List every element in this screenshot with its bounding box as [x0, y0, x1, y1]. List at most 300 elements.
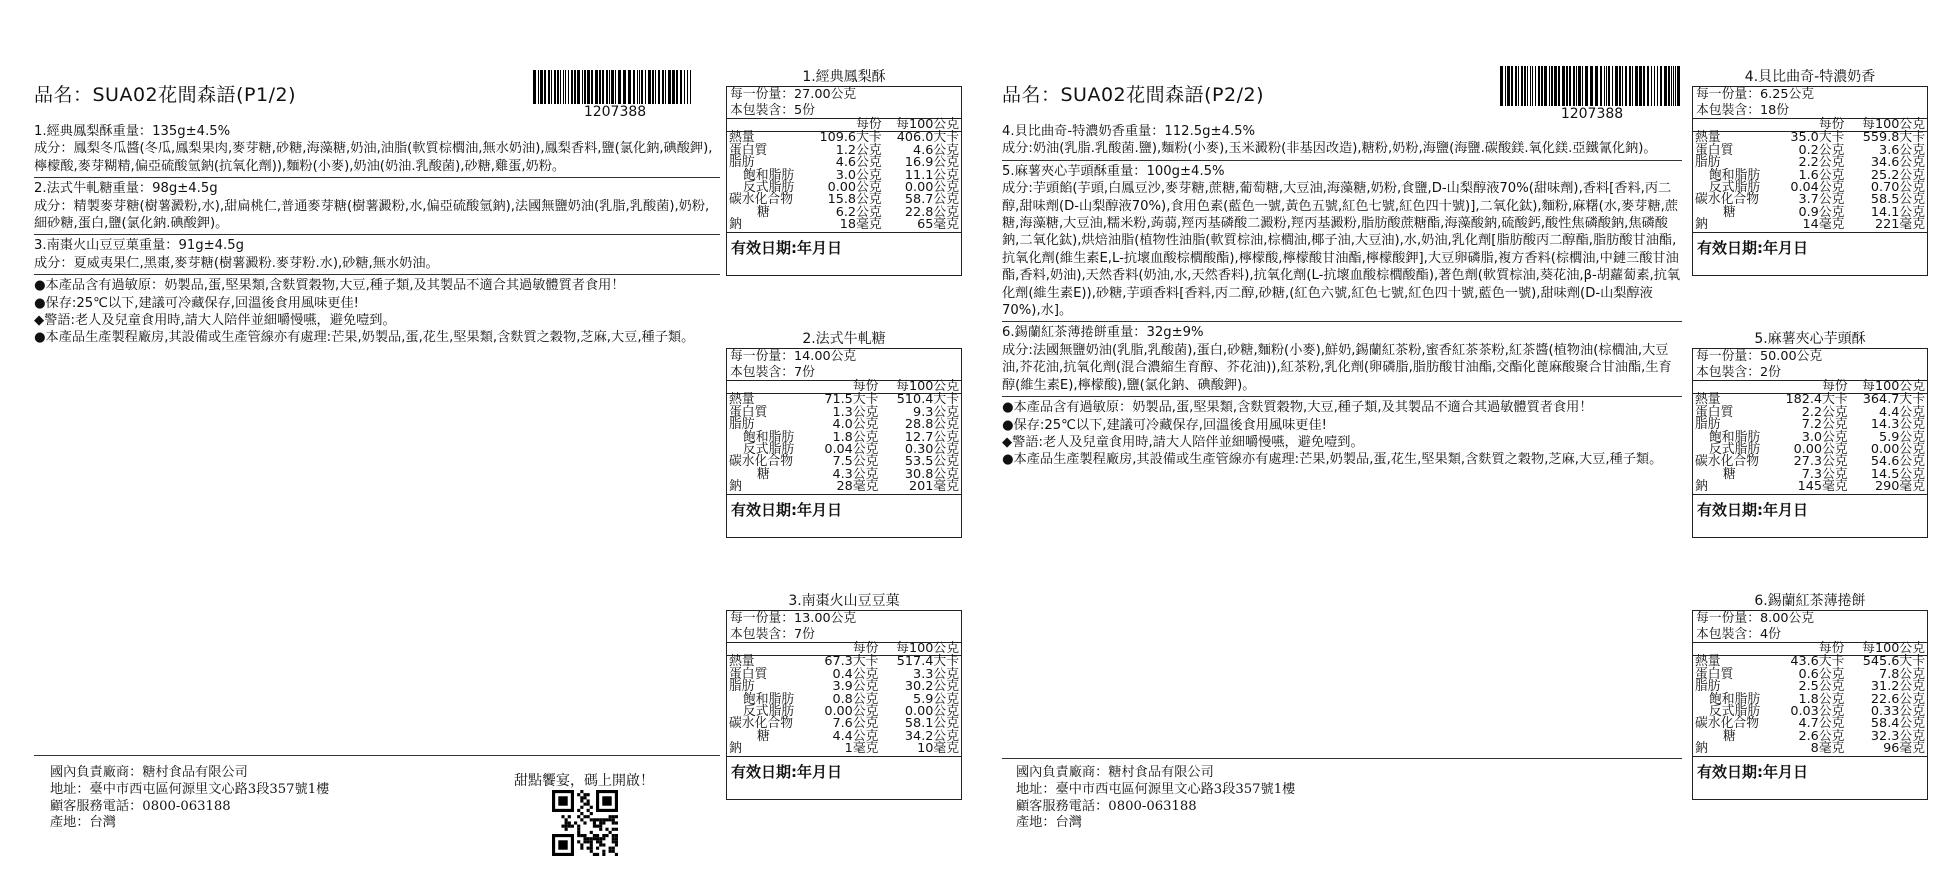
qr-module: [580, 847, 583, 850]
nutrient-name: 鈉: [1695, 479, 1708, 495]
per-serving-header: 每份: [807, 119, 884, 132]
qr-module: [580, 834, 583, 837]
barcode-bar: [595, 70, 598, 104]
expiry-date: 有效日期:年月日: [1693, 756, 1927, 799]
per-serving-header: 每份: [1776, 643, 1846, 656]
per-100g-value: 25.2公克: [1870, 167, 1925, 183]
per-serving-value: 7.5公克: [832, 454, 879, 470]
nutrient-name: 糖: [757, 466, 770, 482]
qr-module: [587, 840, 590, 843]
expiry-date: 有效日期:年月日: [727, 756, 961, 799]
per-serving-value: 1毫克: [844, 741, 879, 757]
nutrient-row: [727, 219, 961, 231]
barcode-bar: [618, 70, 621, 104]
barcode-bar: [557, 70, 559, 104]
barcode-bar: [1566, 66, 1568, 106]
serving-size: 每一份量：14.00公克: [730, 349, 857, 364]
allergen-note: ●本產品含有過敏原：奶製品,蛋,堅果類,含麩質穀物,大豆,種子類,及其製品不適合其過敏體質者食用！: [1002, 400, 1593, 416]
qr-module: [590, 831, 593, 834]
product-heading: 4.貝比曲奇-特濃奶香重量：112.5g±4.5%: [1002, 124, 1256, 139]
address: 地址：臺中市西屯區何源里文心路3段357號1樓: [1016, 781, 1296, 797]
qr-module: [577, 831, 580, 834]
nutrition-label-3: [726, 592, 962, 800]
per-100g-value: 4.4公克: [1879, 404, 1925, 420]
per-serving-value: 4.4公克: [832, 728, 879, 744]
product-ingredients: 成分:芋頭餡(芋頭,白鳳豆沙,麥芽糖,蔗糖,葡萄糖,大豆油,海藻糖,奶粉,食鹽,D-山梨醇液70%(甜味劑),香料[香料,丙二醇,甜味劑(D-山梨醇液70%),食用色素(藍色一號,黃色五號,紅色七號,紅色四十號)],二氧化鈦),麵粉,麻糬(水,麥芽糖,蔗糖,海藻糖,大豆油,糯米粉,蒟蒻,羥丙基磷酸二澱粉,羥丙基澱粉,脂肪酸蔗糖酯,海藻酸鈉,硫酸鈣,酸性焦磷酸鈉,焦磷酸鈉,二氧化鈦),烘焙油脂(植物性油脂(軟質棕油,棕櫚油,椰子油,大豆油),水,奶油,乳化劑[脂肪酸丙二醇酯,脂肪酸甘油酯,抗氧化劑(維生素E,L-抗壞血酸棕櫚酸酯),檸檬酸,檸檬酸甘油酯,檸檬酸鉀],大豆卵磷脂,複方香料(棕櫚油,中鏈三酸甘油酯,香料,奶油),天然香料(奶油,水,天然香料),抗氧化劑(L-抗壞血酸棕櫚酸酯),著色劑(軟質棕油,葵花油,β-胡蘿蔔素,抗氧化劑(維生素E)),砂糖,芋頭香料[香料,丙二醇,砂糖,(紅色六號,紅色七號,紅色四十號,藍色一號),甜味劑(D-山梨醇液70%),水]。: [1002, 181, 1681, 319]
barcode-bar: [1527, 66, 1528, 106]
per-100g-value: 5.9公克: [913, 691, 959, 707]
per-serving-header: 每份: [1773, 381, 1850, 394]
right-footer: [1016, 765, 1295, 832]
qr-module: [561, 825, 564, 828]
nutrient-name: 反式脂肪: [1709, 704, 1761, 720]
qr-module: [599, 837, 602, 840]
qr-module: [596, 834, 599, 837]
product-heading: 2.法式牛軋糖重量：98g±4.5g: [34, 181, 218, 197]
nutrient-name: 熱量: [729, 392, 755, 408]
per-serving-value: 1.6公克: [1798, 167, 1845, 183]
barcode-bar: [1608, 66, 1610, 106]
serving-size: 每一份量：13.00公克: [730, 611, 857, 626]
service-phone: 顧客服務電話：0800-063188: [50, 798, 231, 814]
barcode-bar: [1643, 66, 1645, 106]
nutrient-row: [1693, 219, 1927, 231]
left-footer-divider: [34, 755, 720, 756]
per-100g-value: 364.7大卡: [1862, 392, 1925, 408]
qr-module: [599, 818, 602, 821]
per-serving-value: 67.3大卡: [824, 654, 879, 670]
nutrition-label-6: [1692, 592, 1928, 800]
per-100g-value: 65毫克: [917, 217, 959, 233]
qr-module: [583, 834, 586, 837]
per-serving-value: 18毫克: [839, 217, 882, 233]
qr-module: [577, 815, 580, 818]
qr-module: [590, 847, 593, 850]
nutrition-title: 4.貝比曲奇-特濃奶香: [1744, 69, 1876, 85]
qr-module: [568, 825, 571, 828]
per-serving-value: 2.2公克: [1801, 404, 1848, 420]
qr-module: [565, 821, 568, 824]
barcode-bar: [648, 70, 651, 104]
nutrient-name: 飽和脂肪: [743, 167, 795, 183]
qr-module: [602, 834, 605, 837]
barcode-bar: [571, 70, 573, 104]
barcode-bar: [1629, 66, 1631, 106]
qr-module: [596, 825, 599, 828]
origin: 產地：台灣: [50, 815, 116, 831]
nutrient-name: 碳水化合物: [729, 192, 793, 208]
per-serving-value: 27.3公克: [1793, 454, 1848, 470]
qr-module: [583, 837, 586, 840]
per-100g-value: 290毫克: [1874, 479, 1925, 495]
qr-module: [583, 796, 586, 799]
barcode-bar: [641, 70, 643, 104]
qr-module: [580, 843, 583, 846]
address: 地址：臺中市西屯區何源里文心路3段357號1樓: [50, 781, 330, 797]
qr-module: [609, 831, 612, 834]
nutrition-table: [727, 643, 961, 756]
barcode-bar: [1576, 66, 1577, 106]
barcode-bar: [1582, 66, 1583, 106]
per-100g-value: 0.00公克: [1870, 442, 1925, 458]
qr-module: [605, 834, 608, 837]
per-100g-value: 11.1公克: [904, 167, 959, 183]
qr-module: [605, 828, 608, 831]
per-serving-value: 71.5大卡: [824, 392, 879, 408]
barcode-bar: [1668, 66, 1670, 106]
qr-module: [612, 850, 615, 853]
nutrient-name: 反式脂肪: [743, 180, 795, 196]
barcode-bar: [655, 70, 656, 104]
barcode-bar: [684, 70, 685, 104]
nutrition-table: [1693, 643, 1927, 756]
qr-module: [571, 825, 574, 828]
nutrient-name: 飽和脂肪: [1709, 429, 1761, 445]
barcode-bar: [1549, 66, 1550, 106]
per-100g-value: 517.4大卡: [896, 654, 959, 670]
serving-size: 每一份量：8.00公克: [1696, 611, 1815, 626]
qr-module: [577, 809, 580, 812]
barcode-bar: [1671, 66, 1672, 106]
per-100g-value: 22.8公克: [904, 204, 959, 220]
barcode-bar: [1673, 66, 1674, 106]
product-ingredients: 成分：鳳梨冬瓜醬(冬瓜,鳳梨果肉,麥芽糖,砂糖,海藻糖,奶油,油脂(軟質棕櫚油,無水奶油),鳳梨香料,鹽(氯化鈉,碘酸鉀),檸檬酸,麥芽糊精,偏亞硫酸氫鈉(抗氧化劑)),麵粉(小麥),奶油(奶油.乳酸菌),砂糖,雞蛋,奶粉。: [34, 141, 713, 174]
barcode-bar: [1612, 66, 1613, 106]
qr-module: [587, 837, 590, 840]
servings-per-pack: 本包裝含：4份: [1696, 626, 1781, 642]
nutrition-table: [1693, 119, 1927, 232]
right-notes: [1002, 399, 1682, 469]
service-phone: 顧客服務電話：0800-063188: [1016, 798, 1197, 814]
barcode-bar: [611, 70, 614, 104]
qr-module: [574, 821, 577, 824]
barcode-bar: [1505, 66, 1506, 106]
per-serving-value: 7.6公克: [832, 716, 879, 732]
per-100g-header: 每100公克: [880, 643, 961, 656]
barcode-bar: [551, 70, 552, 104]
qr-module: [593, 825, 596, 828]
per-serving-value: 4.0公克: [832, 417, 879, 433]
per-serving-value: 0.00公克: [827, 180, 882, 196]
qr-module: [587, 803, 590, 806]
nutrient-name: 蛋白質: [1695, 142, 1734, 158]
barcode-bar: [1677, 66, 1680, 106]
nutrition-table: [727, 119, 961, 232]
barcode-bar: [533, 70, 536, 104]
barcode-bar: [565, 70, 566, 104]
per-100g-value: 58.1公克: [904, 716, 959, 732]
qr-module: [612, 847, 615, 850]
qr-module: [605, 818, 608, 821]
qr-module: [590, 812, 593, 815]
qr-module: [612, 834, 615, 837]
nutrient-name: 鈉: [729, 741, 742, 757]
nutrient-name: 糖: [1723, 466, 1736, 482]
nutrient-name: 脂肪: [729, 679, 755, 695]
nutrient-name: 反式脂肪: [743, 704, 795, 720]
qr-module: [615, 837, 618, 840]
product-heading: 6.錫蘭紅茶薄捲餅重量：32g±9%: [1002, 325, 1204, 341]
nutrient-name: 蛋白質: [1695, 404, 1734, 420]
qr-module: [612, 821, 615, 824]
right-barcode-number: 1207388: [1560, 106, 1624, 122]
per-serving-value: 43.6大卡: [1790, 654, 1845, 670]
per-100g-value: 12.7公克: [904, 429, 959, 445]
nutrient-row: [1693, 481, 1927, 493]
per-100g-value: 30.2公克: [904, 679, 959, 695]
barcode-bar: [602, 70, 604, 104]
nutrient-name: 脂肪: [1695, 155, 1721, 171]
barcode-bar: [538, 70, 539, 104]
barcode-bar: [1651, 66, 1652, 106]
barcode-bar: [1615, 66, 1618, 106]
per-100g-header: 每100公克: [1850, 381, 1927, 394]
qr-module: [590, 850, 593, 853]
barcode-bar: [1657, 66, 1658, 106]
nutrient-name: 糖: [1723, 204, 1736, 220]
right-product-list: [1002, 123, 1682, 469]
qr-module: [587, 847, 590, 850]
per-100g-value: 559.8大卡: [1862, 130, 1925, 146]
servings-per-pack: 本包裝含：7份: [730, 626, 815, 642]
per-100g-value: 53.5公克: [904, 454, 959, 470]
left-product-block: [34, 237, 720, 275]
per-serving-value: 7.3公克: [1801, 466, 1848, 482]
barcode-bar: [1551, 66, 1553, 106]
qr-module: [615, 843, 618, 846]
per-100g-value: 201毫克: [908, 479, 959, 495]
per-100g-value: 16.9公克: [904, 155, 959, 171]
per-100g-value: 58.4公克: [1870, 716, 1925, 732]
per-serving-value: 35.0大卡: [1790, 130, 1845, 146]
qr-module: [612, 828, 615, 831]
per-100g-value: 0.00公克: [904, 704, 959, 720]
nutrition-title: 2.法式牛軋糖: [802, 331, 886, 347]
nutrition-label-5: [1692, 330, 1928, 538]
barcode-bar: [1639, 66, 1642, 106]
qr-module: [590, 806, 593, 809]
origin: 產地：台灣: [1016, 815, 1082, 831]
nutrient-name: 糖: [757, 204, 770, 220]
per-100g-value: 34.6公克: [1870, 155, 1925, 171]
per-serving-value: 3.0公克: [835, 167, 882, 183]
nutrient-name: 碳水化合物: [1695, 454, 1759, 470]
nutrient-name: 糖: [1723, 728, 1736, 744]
per-serving-value: 0.00公克: [1793, 442, 1848, 458]
serving-info: [1693, 87, 1927, 119]
barcode-bar: [1604, 66, 1605, 106]
qr-module: [615, 834, 618, 837]
qr-module: [615, 815, 618, 818]
qr-module: [580, 818, 583, 821]
barcode-bar: [668, 70, 671, 104]
product-heading: 3.南棗火山豆豆菓重量：91g±4.5g: [34, 238, 245, 254]
barcode-bar: [582, 70, 583, 104]
barcode-bar: [606, 70, 608, 104]
per-100g-value: 28.8公克: [904, 417, 959, 433]
expiry-date: 有效日期:年月日: [727, 494, 961, 537]
barcode-bar: [676, 70, 678, 104]
barcode-bar: [1569, 66, 1571, 106]
nutrition-table: [727, 381, 961, 494]
per-serving-value: 0.2公克: [1798, 142, 1845, 158]
per-serving-header: 每份: [1776, 119, 1846, 132]
per-serving-value: 3.9公克: [832, 679, 879, 695]
barcode-bar: [1507, 66, 1510, 106]
per-100g-value: 10毫克: [917, 741, 959, 757]
servings-per-pack: 本包裝含：2份: [1696, 364, 1781, 380]
per-serving-value: 0.04公克: [1790, 180, 1845, 196]
qr-module: [599, 843, 602, 846]
left-barcode-number: 1207388: [583, 104, 647, 120]
barcode-bar: [658, 70, 660, 104]
nutrition-box: [1692, 610, 1928, 800]
barcode-bar: [1558, 66, 1560, 106]
qr-module: [580, 812, 583, 815]
barcode-icon: [533, 70, 697, 104]
left-notes: [34, 277, 720, 347]
qr-code-icon[interactable]: [552, 790, 618, 856]
per-serving-value: 182.4大卡: [1785, 392, 1848, 408]
qr-finder: [602, 796, 611, 805]
qr-module: [593, 837, 596, 840]
per-serving-header: 每份: [810, 381, 880, 394]
qr-module: [583, 793, 586, 796]
qr-module: [599, 828, 602, 831]
barcode-bar: [1500, 66, 1503, 106]
barcode-bar: [1562, 66, 1565, 106]
per-100g-value: 58.5公克: [1870, 192, 1925, 208]
qr-module: [599, 840, 602, 843]
per-100g-value: 58.7公克: [904, 192, 959, 208]
per-100g-value: 3.3公克: [913, 666, 959, 682]
qr-module: [596, 847, 599, 850]
per-serving-value: 0.8公克: [832, 691, 879, 707]
per-100g-value: 406.0大卡: [896, 130, 959, 146]
nutrient-name: 碳水化合物: [1695, 192, 1759, 208]
barcode-bar: [1600, 66, 1602, 106]
nutrition-label-1: [726, 68, 962, 276]
right-barcode: [1500, 66, 1684, 122]
qr-module: [609, 815, 612, 818]
product-ingredients: 成分:法國無鹽奶油(乳脂,乳酸菌),蛋白,砂糖,麵粉(小麥),鮮奶,錫蘭紅茶粉,蜜香紅茶茶粉,紅茶醬(植物油(棕櫚油,大豆油,芥花油,抗氧化劑(混合濃縮生育醇、芥花油)),紅茶粉,乳化劑(卵磷脂,脂肪酸甘油酯,交酯化蓖麻酸聚合甘油酯,生育醇(維生素E),檸檬酸),鹽(氯化鈉、碘酸鉀)。: [1002, 342, 1672, 393]
nutrient-name: 鈉: [1695, 217, 1708, 233]
qr-module: [596, 837, 599, 840]
nutrition-title: 5.麻薯夾心芋頭酥: [1754, 331, 1866, 347]
nutrition-box: [726, 348, 962, 538]
per-100g-header: 每100公克: [1846, 119, 1927, 132]
per-100g-value: 30.8公克: [904, 466, 959, 482]
barcode-bar: [577, 70, 580, 104]
per-100g-value: 4.6公克: [913, 142, 959, 158]
barcode-bar: [1675, 66, 1676, 106]
nutrient-name: 熱量: [1695, 654, 1721, 670]
nutrition-label-2: [726, 330, 962, 538]
nutrition-title: 3.南棗火山豆豆菓: [788, 593, 900, 609]
left-product-list: [34, 123, 720, 347]
right-product-block: [1002, 324, 1682, 397]
per-serving-value: 1.3公克: [832, 404, 879, 420]
qr-module: [568, 821, 571, 824]
servings-per-pack: 本包裝含：18份: [1696, 102, 1790, 118]
barcode-bar: [1595, 66, 1598, 106]
serving-info: [727, 87, 961, 119]
nutrient-name: 熱量: [1695, 392, 1721, 408]
product-heading: 5.麻薯夾心芋頭酥重量：100g±4.5%: [1002, 163, 1225, 179]
barcode-bar: [662, 70, 664, 104]
per-100g-header: 每100公克: [884, 119, 961, 132]
qr-module: [583, 840, 586, 843]
nutrient-name: 蛋白質: [1695, 666, 1734, 682]
qr-module: [612, 840, 615, 843]
barcode-bar: [628, 70, 631, 104]
per-serving-value: 0.4公克: [832, 666, 879, 682]
qr-module: [590, 818, 593, 821]
barcode-bar: [599, 70, 601, 104]
qr-module: [599, 821, 602, 824]
qr-module: [577, 825, 580, 828]
per-100g-value: 0.33公克: [1870, 704, 1925, 720]
qr-module: [580, 806, 583, 809]
expiry-date: 有效日期:年月日: [727, 232, 961, 275]
qr-caption: 甜點饗宴，碼上開啟！: [514, 773, 654, 789]
nutrient-name: 熱量: [729, 130, 755, 146]
qr-module: [593, 818, 596, 821]
per-serving-value: 3.0公克: [1801, 429, 1848, 445]
barcode-bar: [1590, 66, 1593, 106]
qr-module: [609, 847, 612, 850]
barcode-bar: [584, 70, 586, 104]
per-100g-value: 0.00公克: [904, 180, 959, 196]
right-footer-divider: [1002, 758, 1682, 759]
qr-module: [590, 840, 593, 843]
serving-info: [1693, 349, 1927, 381]
per-100g-value: 14.1公克: [1870, 204, 1925, 220]
serving-size: 每一份量：6.25公克: [1696, 87, 1815, 102]
qr-module: [602, 853, 605, 856]
per-serving-value: 14毫克: [1802, 217, 1845, 233]
per-100g-value: 510.4大卡: [896, 392, 959, 408]
barcode-bar: [1518, 66, 1519, 106]
left-barcode: [533, 70, 697, 120]
per-serving-value: 3.7公克: [1798, 192, 1845, 208]
left-footer: [50, 765, 329, 832]
servings-per-pack: 本包裝含：5份: [730, 102, 815, 118]
qr-module: [565, 828, 568, 831]
nutrient-name: 碳水化合物: [729, 454, 793, 470]
nutrient-name: 蛋白質: [729, 666, 768, 682]
nutrient-name: 脂肪: [729, 155, 755, 171]
barcode-bar: [645, 70, 646, 104]
qr-module: [599, 825, 602, 828]
qr-module: [580, 796, 583, 799]
qr-module: [593, 821, 596, 824]
nutrient-name: 糖: [757, 728, 770, 744]
qr-module: [612, 837, 615, 840]
qr-module: [583, 821, 586, 824]
per-100g-value: 221毫克: [1874, 217, 1925, 233]
nutrient-row: [1693, 743, 1927, 755]
per-serving-value: 1.8公克: [832, 429, 879, 445]
nutrient-name: 蛋白質: [729, 404, 768, 420]
barcode-bar: [690, 70, 691, 104]
left-product-block: [34, 180, 720, 235]
qr-module: [568, 815, 571, 818]
barcode-bar: [1585, 66, 1588, 106]
per-serving-value: 1.8公克: [1798, 691, 1845, 707]
nutrient-name: 碳水化合物: [729, 716, 793, 732]
barcode-bar: [548, 70, 550, 104]
